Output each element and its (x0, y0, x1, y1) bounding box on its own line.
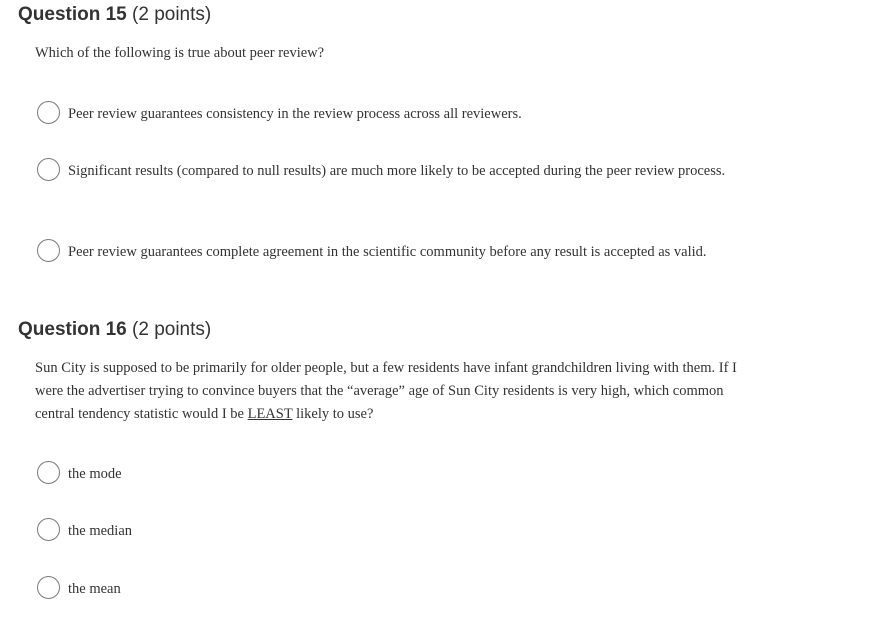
radio-button[interactable] (37, 239, 60, 262)
prompt-emphasis: LEAST (247, 406, 293, 422)
question-number: Question 16 (18, 319, 127, 340)
question-points: (2 points) (132, 4, 212, 25)
radio-button[interactable] (37, 461, 60, 484)
question-points: (2 points) (132, 319, 212, 340)
choice-label[interactable]: Peer review guarantees consistency in the review process across all reviewers. (68, 106, 522, 122)
choice-label[interactable]: the mean (68, 581, 121, 597)
choice-label[interactable]: the mode (68, 466, 122, 482)
choice-label[interactable]: Significant results (compared to null results) are much more likely to be accepted during the peer review process. (68, 163, 726, 179)
question-number: Question 15 (18, 4, 127, 25)
prompt-text-end: likely to use? (292, 406, 374, 422)
question-16-prompt (35, 357, 765, 426)
radio-button[interactable] (37, 518, 60, 541)
radio-button[interactable] (37, 576, 60, 599)
choice-label[interactable]: the median (68, 523, 133, 539)
radio-button[interactable] (37, 158, 60, 181)
choice-label[interactable]: Peer review guarantees complete agreement in the scientific community before any result is accepted as valid. (68, 244, 707, 260)
radio-button[interactable] (37, 101, 60, 124)
question-15-heading (18, 4, 211, 26)
question-16-heading (18, 319, 211, 341)
prompt-text: Sun City is supposed to be primarily for older people, but a few residents have infant grandchildren living with them. If I were the advertiser trying to convince buyers that the “average” age of Sun City residents is very high, which common central tendency statistic would I be (35, 360, 737, 422)
question-15-prompt: Which of the following is true about peer review? (35, 45, 325, 61)
